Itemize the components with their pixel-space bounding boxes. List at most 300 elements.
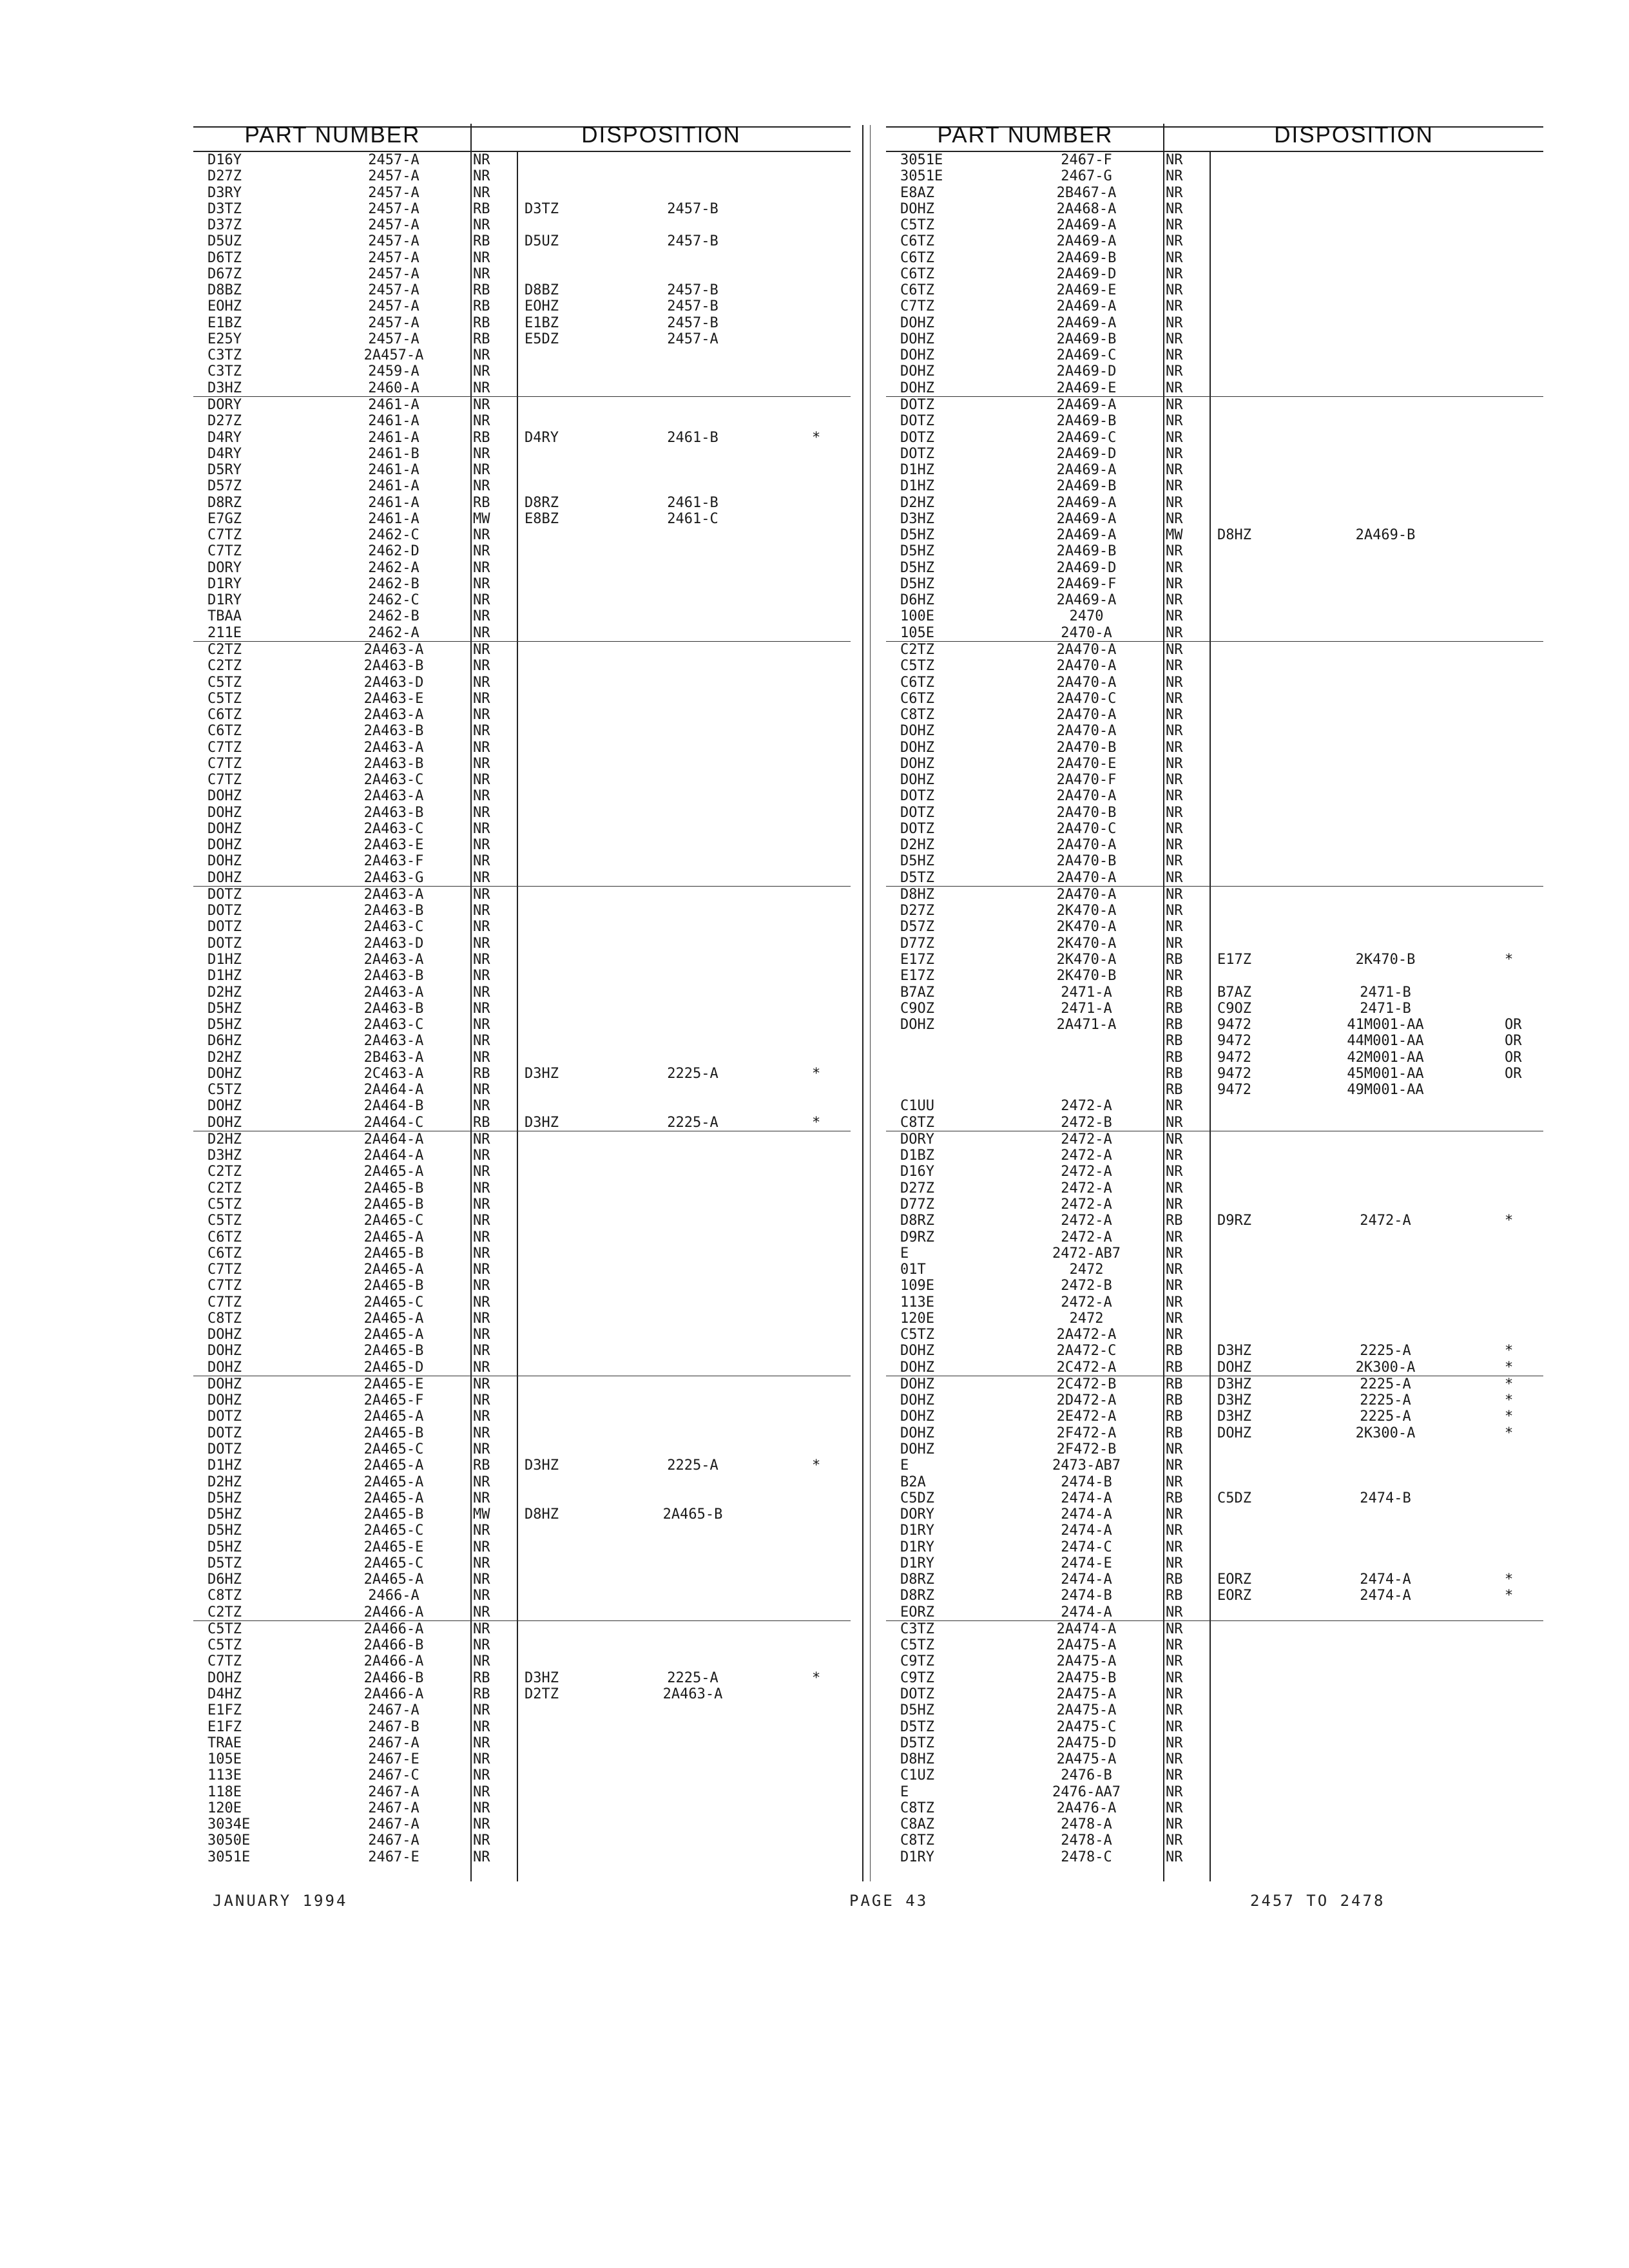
part-number: 2461-A <box>368 413 419 430</box>
part-code: B7AZ <box>900 984 934 1001</box>
panel-divider <box>862 125 863 1881</box>
part-code: DOHZ <box>900 1408 934 1425</box>
disposition-code: NR <box>473 674 490 691</box>
part-code: E1FZ <box>207 1702 242 1719</box>
table-row <box>193 1686 851 1702</box>
disposition-code: NR <box>1166 1164 1183 1180</box>
part-number: 2F472-B <box>1056 1441 1117 1457</box>
part-code: DOTZ <box>900 788 934 805</box>
replacement-code: E1BZ <box>525 314 559 331</box>
part-code: DOHZ <box>207 788 242 805</box>
part-number: 2461-A <box>368 494 419 511</box>
part-number: 2A465-A <box>363 1327 424 1343</box>
part-number: 2A470-F <box>1056 772 1117 789</box>
part-number: 2472-A <box>1061 1164 1112 1180</box>
part-number: 2C463-A <box>363 1065 424 1082</box>
disposition-code: NR <box>473 1441 490 1457</box>
part-number: 2A469-A <box>1056 494 1117 511</box>
table-row <box>886 1098 1543 1114</box>
disposition-code: NR <box>473 1408 490 1425</box>
part-number: 2470 <box>1069 608 1104 625</box>
disposition-code: NR <box>473 1735 490 1751</box>
disposition-code: NR <box>1166 707 1183 724</box>
table-row <box>193 625 851 642</box>
part-number: 2A466-A <box>363 1604 424 1620</box>
part-number: 2A474-A <box>1056 1620 1117 1637</box>
disposition-code: NR <box>1166 608 1183 625</box>
part-number: 2467-A <box>368 1735 419 1751</box>
table-row <box>886 625 1543 642</box>
table-row <box>193 903 851 919</box>
part-number: 2A465-B <box>363 1425 424 1441</box>
table-row <box>886 1686 1543 1702</box>
disposition-code: NR <box>473 1180 490 1196</box>
table-row <box>886 201 1543 217</box>
part-number: 2A463-A <box>363 707 424 724</box>
part-code: 100E <box>900 608 934 625</box>
part-code: 120E <box>207 1800 242 1816</box>
disposition-code: RB <box>473 429 490 446</box>
disposition-code: NR <box>473 1392 490 1409</box>
disposition-code: NR <box>1166 723 1183 740</box>
replacement-code: E5DZ <box>525 331 559 347</box>
disposition-code: NR <box>1166 1441 1183 1457</box>
table-row <box>193 527 851 543</box>
part-number: 2474-A <box>1061 1490 1112 1506</box>
table-row <box>886 707 1543 723</box>
table-row <box>193 478 851 494</box>
disposition-code: NR <box>473 837 490 854</box>
disposition-code: RB <box>1166 1049 1183 1066</box>
part-number: 2A470-A <box>1056 641 1117 658</box>
table-row <box>886 1555 1543 1571</box>
disposition-code: NR <box>473 853 490 870</box>
part-number: 2462-A <box>368 624 419 641</box>
part-number: 2A463-A <box>363 984 424 1001</box>
table-row <box>886 315 1543 331</box>
part-code: C5DZ <box>900 1490 934 1506</box>
note-mark: * <box>812 1669 821 1686</box>
part-number: 2A463-B <box>363 723 424 740</box>
part-code: DOHZ <box>207 869 242 886</box>
table-row <box>886 462 1543 478</box>
replacement-number: 2K300-A <box>1355 1425 1416 1441</box>
panel-divider-inner <box>870 125 871 1881</box>
disposition-code: NR <box>473 1751 490 1768</box>
part-number: 2A465-B <box>363 1245 424 1262</box>
part-code: DOHZ <box>900 739 934 756</box>
part-code: C2TZ <box>207 641 242 658</box>
part-code: D9RZ <box>900 1229 934 1245</box>
table-row <box>886 1017 1543 1033</box>
disposition-code: NR <box>1166 624 1183 641</box>
part-code: DOHZ <box>207 1359 242 1376</box>
part-number: 2459-A <box>368 363 419 380</box>
part-number: 2474-A <box>1061 1604 1112 1620</box>
table-row <box>886 1784 1543 1800</box>
part-code: DOTZ <box>900 429 934 446</box>
part-code: C5TZ <box>207 1637 242 1654</box>
disposition-code: NR <box>473 869 490 886</box>
replacement-number: 2A469-B <box>1355 527 1416 544</box>
table-row <box>886 1376 1543 1392</box>
part-number: 2A469-C <box>1056 429 1117 446</box>
replacement-code: D3HZ <box>1217 1343 1251 1360</box>
part-number: 2A463-A <box>363 1033 424 1050</box>
table-row <box>193 168 851 184</box>
part-number: 2A470-A <box>1056 723 1117 740</box>
part-code: D3HZ <box>900 510 934 527</box>
disposition-code: NR <box>1166 1098 1183 1115</box>
part-number: 2K470-A <box>1056 919 1117 936</box>
part-number: 2A475-A <box>1056 1702 1117 1719</box>
table-row <box>886 446 1543 462</box>
part-code: D3HZ <box>207 380 242 396</box>
disposition-code: NR <box>1166 837 1183 854</box>
table-row <box>886 1001 1543 1017</box>
table-row <box>193 675 851 691</box>
disposition-code: RB <box>1166 1392 1183 1409</box>
part-code: D67Z <box>207 265 242 282</box>
part-code: DOHZ <box>900 1376 934 1392</box>
table-row <box>193 887 851 903</box>
table-row <box>886 1457 1543 1474</box>
disposition-code: NR <box>1166 1131 1183 1148</box>
disposition-code: NR <box>1166 1506 1183 1523</box>
part-number: 2457-A <box>368 233 419 250</box>
note-mark: OR <box>1505 1049 1522 1066</box>
table-row <box>886 642 1543 658</box>
disposition-code: NR <box>1166 690 1183 707</box>
disposition-code: RB <box>1166 1408 1183 1425</box>
disposition-code: NR <box>1166 575 1183 592</box>
disposition-code: RB <box>1166 1017 1183 1033</box>
disposition-code: NR <box>1166 380 1183 396</box>
part-code: D5HZ <box>900 575 934 592</box>
table-row <box>886 1474 1543 1490</box>
table-row <box>886 1588 1543 1604</box>
table-row <box>193 495 851 511</box>
table-row <box>886 1229 1543 1245</box>
note-mark: * <box>1505 1213 1514 1229</box>
disposition-code: NR <box>1166 788 1183 805</box>
disposition-code: NR <box>473 1033 490 1050</box>
part-code: C5TZ <box>900 658 934 675</box>
table-row <box>193 1670 851 1686</box>
part-number: 2A463-C <box>363 820 424 837</box>
disposition-code: NR <box>1166 1114 1183 1131</box>
part-code: C5TZ <box>207 1196 242 1213</box>
disposition-code: NR <box>1166 755 1183 772</box>
part-number: 2466-A <box>368 1588 419 1604</box>
part-number: 2461-A <box>368 462 419 479</box>
part-code: D16Y <box>900 1164 934 1180</box>
part-number: 2K470-B <box>1056 968 1117 985</box>
table-row <box>193 1245 851 1262</box>
table-row <box>886 821 1543 837</box>
table-row <box>193 1506 851 1523</box>
part-code: DOHZ <box>900 200 934 217</box>
part-number: 2A465-F <box>363 1392 424 1409</box>
part-code: D3RY <box>207 184 242 201</box>
disposition-code: NR <box>473 1164 490 1180</box>
part-code: D8RZ <box>900 1213 934 1229</box>
part-number: 2461-A <box>368 510 419 527</box>
replacement-code: 9472 <box>1217 1082 1251 1099</box>
table-row <box>886 347 1543 363</box>
disposition-code: NR <box>1166 1816 1183 1833</box>
disposition-code: NR <box>473 968 490 985</box>
disposition-code: MW <box>1166 527 1183 544</box>
part-number: 2A472-A <box>1056 1327 1117 1343</box>
part-number: 2A463-B <box>363 804 424 821</box>
replacement-code: D9RZ <box>1217 1213 1251 1229</box>
part-number: 2478-A <box>1061 1816 1112 1833</box>
part-code: 120E <box>900 1310 934 1327</box>
replacement-number: 2457-B <box>667 200 718 217</box>
table-row <box>193 756 851 772</box>
part-code: D57Z <box>900 919 934 936</box>
part-code: 3051E <box>900 152 943 168</box>
table-row <box>193 1392 851 1408</box>
part-code: C7TZ <box>207 772 242 789</box>
replacement-code: E8BZ <box>525 510 559 527</box>
disposition-code: NR <box>1166 1229 1183 1245</box>
disposition-code: NR <box>473 462 490 479</box>
table-row <box>193 1066 851 1082</box>
disposition-code: RB <box>1166 1359 1183 1376</box>
disposition-code: NR <box>473 820 490 837</box>
part-number: 2A463-F <box>363 853 424 870</box>
part-code: C2TZ <box>207 1180 242 1196</box>
disposition-code: RB <box>1166 1571 1183 1588</box>
disposition-code: NR <box>473 543 490 560</box>
disposition-code: NR <box>473 1767 490 1784</box>
part-number: 2A475-B <box>1056 1669 1117 1686</box>
part-number: 2A475-A <box>1056 1751 1117 1768</box>
table-row <box>193 266 851 282</box>
table-row <box>886 903 1543 919</box>
table-row <box>886 413 1543 429</box>
replacement-number: 2K300-A <box>1355 1359 1416 1376</box>
part-number: 2A469-A <box>1056 592 1117 609</box>
right-table <box>886 115 1543 1881</box>
disposition-code: NR <box>1166 396 1183 413</box>
part-number: 2476-B <box>1061 1767 1112 1784</box>
part-number: 2474-B <box>1061 1474 1112 1490</box>
disposition-code: NR <box>473 1082 490 1099</box>
table-row <box>886 592 1543 608</box>
note-mark: * <box>1505 1359 1514 1376</box>
table-row <box>886 985 1543 1001</box>
table-row <box>193 1735 851 1751</box>
part-number: 2A465-A <box>363 1457 424 1474</box>
part-number: 2457-A <box>368 331 419 347</box>
disposition-code: NR <box>473 380 490 396</box>
table-row <box>193 805 851 821</box>
replacement-number: 2457-B <box>667 314 718 331</box>
part-number: 2462-B <box>368 608 419 625</box>
part-code: C8TZ <box>900 1800 934 1816</box>
table-row <box>193 985 851 1001</box>
disposition-code: NR <box>1166 152 1183 168</box>
disposition-code: NR <box>473 1425 490 1441</box>
table-row <box>193 707 851 723</box>
disposition-code: NR <box>473 1196 490 1213</box>
disposition-code: NR <box>1166 886 1183 903</box>
part-number: 2A457-A <box>363 347 424 364</box>
part-number: 2472-B <box>1061 1114 1112 1131</box>
table-row <box>193 1196 851 1213</box>
part-code: E17Z <box>900 968 934 985</box>
part-number: 2A463-D <box>363 674 424 691</box>
part-code: DOHZ <box>207 804 242 821</box>
disposition-code: RB <box>473 1065 490 1082</box>
table-row <box>193 1425 851 1441</box>
part-number: 2K470-A <box>1056 935 1117 952</box>
part-code: DOHZ <box>900 380 934 396</box>
table-row <box>886 658 1543 674</box>
table-row <box>193 1588 851 1604</box>
part-code: TRAE <box>207 1735 242 1751</box>
replacement-number: 49M001-AA <box>1347 1082 1424 1099</box>
replacement-number: 2457-B <box>667 233 718 250</box>
replacement-code: 9472 <box>1217 1033 1251 1050</box>
table-row <box>886 837 1543 853</box>
part-number: 2457-A <box>368 282 419 299</box>
part-number: 2A463-E <box>363 690 424 707</box>
disposition-code: NR <box>473 1245 490 1262</box>
table-row <box>193 1523 851 1539</box>
disposition-code: RB <box>473 1114 490 1131</box>
part-number: 2A470-C <box>1056 690 1117 707</box>
part-code: DOTZ <box>207 903 242 919</box>
part-number: 2A464-A <box>363 1131 424 1148</box>
table-row <box>886 1702 1543 1718</box>
part-code: D1HZ <box>207 952 242 968</box>
table-row <box>886 1506 1543 1523</box>
replacement-code: C5DZ <box>1217 1490 1251 1506</box>
table-row <box>886 282 1543 298</box>
part-code: D8RZ <box>900 1588 934 1604</box>
replacement-code: D3HZ <box>525 1457 559 1474</box>
part-code: C3TZ <box>207 347 242 364</box>
part-code: D5HZ <box>207 1490 242 1506</box>
table-row <box>193 511 851 527</box>
part-code: D5RY <box>207 462 242 479</box>
disposition-code: NR <box>473 1571 490 1588</box>
part-number: 2D472-A <box>1056 1392 1117 1409</box>
disposition-code: NR <box>1166 1310 1183 1327</box>
part-code: D5HZ <box>900 543 934 560</box>
part-code: C5TZ <box>900 1637 934 1654</box>
replacement-code: D3TZ <box>525 200 559 217</box>
part-number: 2A469-E <box>1056 282 1117 299</box>
replacement-number: 44M001-AA <box>1347 1033 1424 1050</box>
part-number: 2A465-A <box>363 1490 424 1506</box>
part-code: 118E <box>207 1783 242 1800</box>
replacement-code: D8BZ <box>525 282 559 299</box>
part-code: C7TZ <box>207 1294 242 1311</box>
disposition-code: NR <box>1166 658 1183 675</box>
disposition-code: NR <box>1166 1523 1183 1539</box>
part-code: D5HZ <box>207 1539 242 1555</box>
part-number: 2478-C <box>1061 1849 1112 1865</box>
part-code: D8HZ <box>900 1751 934 1768</box>
table-row <box>193 772 851 788</box>
disposition-code: RB <box>1166 1343 1183 1360</box>
part-code: C1UZ <box>900 1767 934 1784</box>
disposition-code: NR <box>1166 347 1183 364</box>
part-code: D1HZ <box>207 968 242 985</box>
part-code: DOTZ <box>207 935 242 952</box>
part-number: 2A469-B <box>1056 331 1117 347</box>
part-code: DOHZ <box>207 1669 242 1686</box>
part-code: C8TZ <box>900 1832 934 1849</box>
table-row <box>886 608 1543 624</box>
part-code: 113E <box>207 1767 242 1784</box>
part-code: 109E <box>900 1278 934 1294</box>
part-number: 2461-B <box>368 445 419 462</box>
disposition-code: NR <box>1166 869 1183 886</box>
table-row <box>886 1719 1543 1735</box>
table-row <box>193 608 851 624</box>
part-number: 2A465-B <box>363 1506 424 1523</box>
disposition-code: NR <box>473 1718 490 1735</box>
replacement-number: 2474-A <box>1360 1571 1411 1588</box>
disposition-code: RB <box>473 298 490 315</box>
table-row <box>886 152 1543 168</box>
part-number: 2467-E <box>368 1751 419 1768</box>
disposition-code: NR <box>473 1017 490 1033</box>
table-row <box>886 1213 1543 1229</box>
part-code: DOTZ <box>207 919 242 936</box>
part-number: 2F472-A <box>1056 1425 1117 1441</box>
part-number: 2A465-A <box>363 1408 424 1425</box>
part-number: 2A475-C <box>1056 1718 1117 1735</box>
part-number: 2457-A <box>368 184 419 201</box>
part-code: D37Z <box>207 217 242 234</box>
table-row <box>193 919 851 935</box>
part-number: 2A465-E <box>363 1376 424 1392</box>
table-row <box>886 478 1543 494</box>
disposition-code: NR <box>473 1474 490 1490</box>
disposition-code: RB <box>1166 1065 1183 1082</box>
part-code: D1RY <box>207 575 242 592</box>
table-row <box>886 1670 1543 1686</box>
part-number: 2474-E <box>1061 1555 1112 1571</box>
table-row <box>193 1262 851 1278</box>
part-code: DOTZ <box>207 886 242 903</box>
part-code: C2TZ <box>207 1604 242 1620</box>
part-code: D1RY <box>900 1539 934 1555</box>
part-number: 2A469-D <box>1056 445 1117 462</box>
disposition-code: NR <box>1166 804 1183 821</box>
part-code: C5TZ <box>207 1620 242 1637</box>
part-number: 2476-AA7 <box>1052 1783 1121 1800</box>
part-number: 2462-A <box>368 559 419 576</box>
replacement-code: 9472 <box>1217 1049 1251 1066</box>
part-number: 2A470-A <box>1056 674 1117 691</box>
replacement-number: 2A463-A <box>662 1686 723 1702</box>
part-code: D27Z <box>900 1180 934 1196</box>
disposition-code: NR <box>473 658 490 675</box>
replacement-code: DOHZ <box>1217 1359 1251 1376</box>
part-number: 2467-E <box>368 1849 419 1865</box>
table-row <box>193 201 851 217</box>
part-number: 2A475-D <box>1056 1735 1117 1751</box>
disposition-code: NR <box>1166 1686 1183 1702</box>
